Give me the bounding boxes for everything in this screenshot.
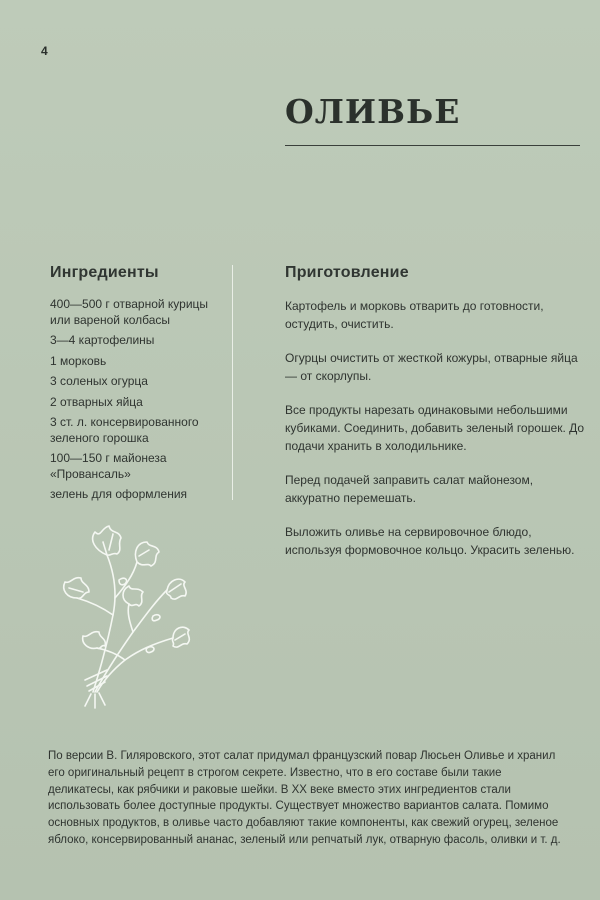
ingredient-item: 2 отварных яйца [50,394,143,409]
parsley-sprig-icon [55,520,195,710]
ingredient-item: 3—4 картофелины [50,333,155,347]
ingredient-item: 1 морковь [50,353,107,368]
preparation-step: Перед подачей заправить салат майонезом, аккуратно перемешать. [285,473,534,505]
title-underline [285,145,580,146]
preparation-step: Все продукты нарезать одинаковыми небольшими кубиками. Соединить, добавить зеленый горошек. До подачи хранить в холодильнике. [285,403,585,453]
preparation-step: Огурцы очистить от жесткой кожуры, отварные яйца — от скорлупы. [285,351,578,383]
ingredient-item: зелень для оформления [50,487,188,501]
preparation-heading: Приготовление [285,264,409,281]
column-divider [232,265,233,500]
ingredient-item: 3 соленых огурца [50,374,148,388]
page-number: 4 [41,44,48,58]
ingredients-heading: Ингредиенты [50,264,159,281]
history-footnote: По версии В. Гиляровского, этот салат придумал французский повар Люсьен Оливье и хранил его оригинальный рецепт в строгом секрете. Известно, что в его составе были такие деликатесы, как рябчики и раковые шейки. В XX веке вместо этих ингредиентов стали использовать более доступные продукты. Существует множество вариантов салата. Помимо основных продуктов, в оливье часто добавляют такие компоненты, как свежий огурец, зеленое яблоко, консервированный ананас, зеленый или репчатый лук, отварную фасоль, оливки и т. д. [48,750,561,846]
preparation-steps [285,297,585,575]
preparation-step: Картофель и морковь отварить до готовности, остудить, очистить. [285,299,544,331]
ingredient-item: 3 ст. л. консервированного зеленого горошка [50,415,199,445]
ingredient-item: 100—150 г майонеза «Провансаль» [50,451,167,481]
preparation-step: Выложить оливье на сервировочное блюдо, используя формовочное кольцо. Украсить зеленью. [285,525,575,557]
recipe-title: ОЛИВЬЕ [285,92,461,131]
ingredient-item: 400—500 г отварной курицы или вареной колбасы [50,297,209,327]
ingredients-list [50,297,225,508]
